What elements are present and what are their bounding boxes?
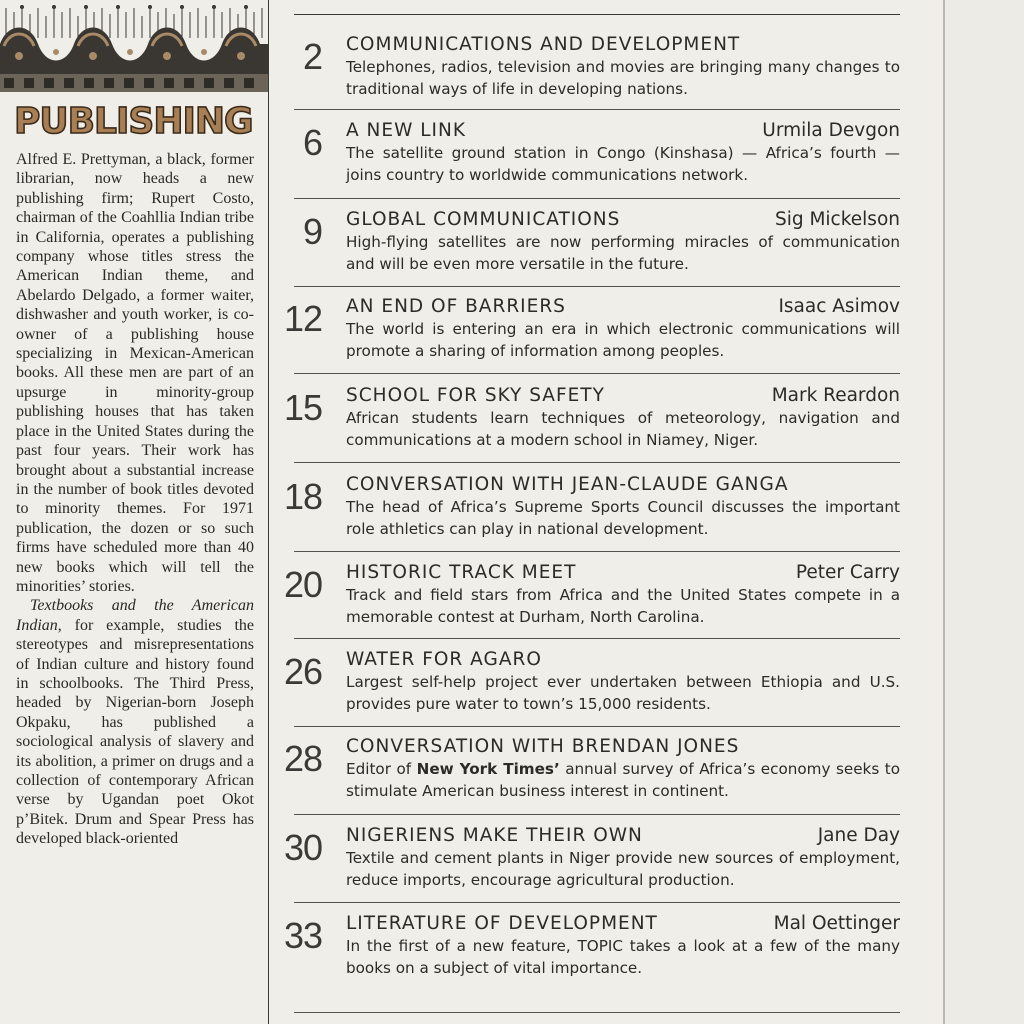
article-description: The head of Africa’s Supreme Sports Council discusses the important role athletics can play in national development. [346, 498, 900, 538]
article-author: Urmila Devgon [762, 120, 900, 141]
bottom-divider [294, 1012, 900, 1013]
entry-headline [346, 208, 900, 232]
article-author: Mal Oettinger [773, 913, 900, 934]
article-author: Peter Carry [795, 562, 900, 583]
publication-name: New York Times’ [416, 760, 560, 778]
entry-divider [294, 638, 900, 639]
contents-entry [280, 295, 900, 377]
entry-divider [294, 726, 900, 727]
page-number: 30 [283, 827, 322, 868]
book-title: Textbooks and the American Indian [16, 597, 254, 634]
contents-entry [280, 735, 900, 817]
entry-divider [294, 109, 900, 110]
sidebar-section-title: PUBLISHING [14, 101, 253, 142]
article-author: Isaac Asimov [778, 296, 900, 317]
entry-headline [346, 735, 900, 759]
sidebar-paragraph-1: Alfred E. Prettyman, a black, former librarian, now heads a new publishing firm; Rupert Costo, chairman of the Coahllia Indian tribe in California, operates a publishing company whose titles stress the American Indian theme, and Abelardo Delgado, a former waiter, dishwasher and youth worker, is co-owner of a publishing house specializing in Mexican-American books. All these men are part of an upsurge in minority-group publishing houses that has taken place in the United States during the past four years. Their work has brought about a substantial increase in the number of book titles devoted to minority themes. For 1971 publication, the dozen or so such firms have scheduled more than 40 new books which will tell the minorities’ stories. [16, 151, 254, 595]
contents-entry [280, 473, 900, 555]
article-title: GLOBAL COMMUNICATIONS [346, 209, 621, 230]
article-title: WATER FOR AGARO [346, 649, 542, 670]
article-title: CONVERSATION WITH BRENDAN JONES [346, 736, 740, 757]
article-title: AN END OF BARRIERS [346, 296, 566, 317]
sidebar-article-text [16, 150, 254, 849]
entry-divider [294, 286, 900, 287]
page-number: 15 [283, 387, 322, 428]
sidebar-paragraph-2-text: , for example, studies the stereotypes and misrepresentations of Indian culture and history found in schoolbooks. The Third Press, headed by Nigerian-born Joseph Okpaku, has published a sociological analysis of slavery and its abolition, a primer on drugs and a collection of contemporary African verse by Ugandan poet Okot p’Bitek. Drum and Spear Press has developed black-oriented [16, 616, 254, 848]
entry-divider [294, 902, 900, 903]
page-number: 18 [283, 476, 322, 517]
entry-headline [346, 384, 900, 408]
article-description: African students learn techniques of meteorology, navigation and communications at a modern school in Niamey, Niger. [346, 409, 900, 449]
article-description: In the first of a new feature, TOPIC takes a look at a few of the many books on a subject of vital importance. [346, 937, 900, 977]
page-number: 28 [283, 738, 322, 779]
page-number: 6 [302, 122, 322, 163]
contents-entry [280, 648, 900, 730]
ornamental-banner-illustration [0, 4, 268, 96]
entry-headline [346, 648, 900, 672]
contents-entry [280, 912, 900, 994]
article-author: Jane Day [817, 825, 900, 846]
article-description: The satellite ground station in Congo (Kinshasa) — Africa’s fourth — joins country to worldwide communications network. [346, 144, 900, 184]
article-description: Largest self-help project ever undertaken between Ethiopia and U.S. provides pure water to town’s 15,000 residents. [346, 673, 900, 713]
article-description: High-flying satellites are now performing miracles of communication and will be even more versatile in the future. [346, 233, 900, 273]
top-divider [294, 14, 900, 15]
page-number: 26 [283, 651, 322, 692]
page-number: 2 [302, 36, 322, 77]
contents-entry [280, 208, 900, 290]
contents-entry [280, 561, 900, 643]
article-title: A NEW LINK [346, 120, 466, 141]
page-number: 33 [283, 915, 322, 956]
page-number: 9 [302, 211, 322, 252]
entry-headline [346, 912, 900, 936]
entry-divider [294, 373, 900, 374]
page-number: 20 [283, 564, 322, 605]
article-description: Telephones, radios, television and movies are bringing many changes to traditional ways of life in developing nations. [346, 58, 900, 98]
article-title: SCHOOL FOR SKY SAFETY [346, 385, 605, 406]
article-author: Sig Mickelson [774, 209, 900, 230]
entry-headline [346, 119, 900, 143]
contents-entry [280, 384, 900, 466]
entry-headline [346, 295, 900, 319]
entry-divider [294, 551, 900, 552]
article-title: CONVERSATION WITH JEAN-CLAUDE GANGA [346, 474, 789, 495]
description-text: annual survey of Africa’s economy seeks to stimulate American business interest in continent. [346, 760, 901, 800]
contents-entry [280, 824, 900, 906]
page-number: 12 [283, 298, 322, 339]
article-description: Track and field stars from Africa and the United States compete in a memorable contest at Durham, North Carolina. [346, 586, 900, 626]
article-description: The world is entering an era in which electronic communications will promote a sharing of information among peoples. [346, 320, 900, 360]
entry-divider [294, 462, 900, 463]
article-title: LITERATURE OF DEVELOPMENT [346, 913, 658, 934]
entry-divider [294, 814, 900, 815]
contents-entry [280, 119, 900, 201]
entry-headline [346, 824, 900, 848]
article-title: NIGERIENS MAKE THEIR OWN [346, 825, 643, 846]
article-title: COMMUNICATIONS AND DEVELOPMENT [346, 34, 741, 55]
article-title: HISTORIC TRACK MEET [346, 562, 577, 583]
entry-divider [294, 198, 900, 199]
entry-headline [346, 33, 900, 57]
background-surface [945, 0, 1024, 1024]
article-description: Textile and cement plants in Niger provide new sources of employment, reduce imports, encourage agricultural production. [346, 849, 900, 889]
article-description [346, 759, 900, 802]
entry-headline [346, 561, 900, 585]
entry-headline [346, 473, 900, 497]
publishing-sidebar [0, 0, 269, 1024]
description-text: Editor of [346, 760, 417, 778]
sidebar-paragraph-2 [16, 596, 254, 848]
contents-entry [280, 33, 900, 115]
article-author: Mark Reardon [771, 385, 900, 406]
